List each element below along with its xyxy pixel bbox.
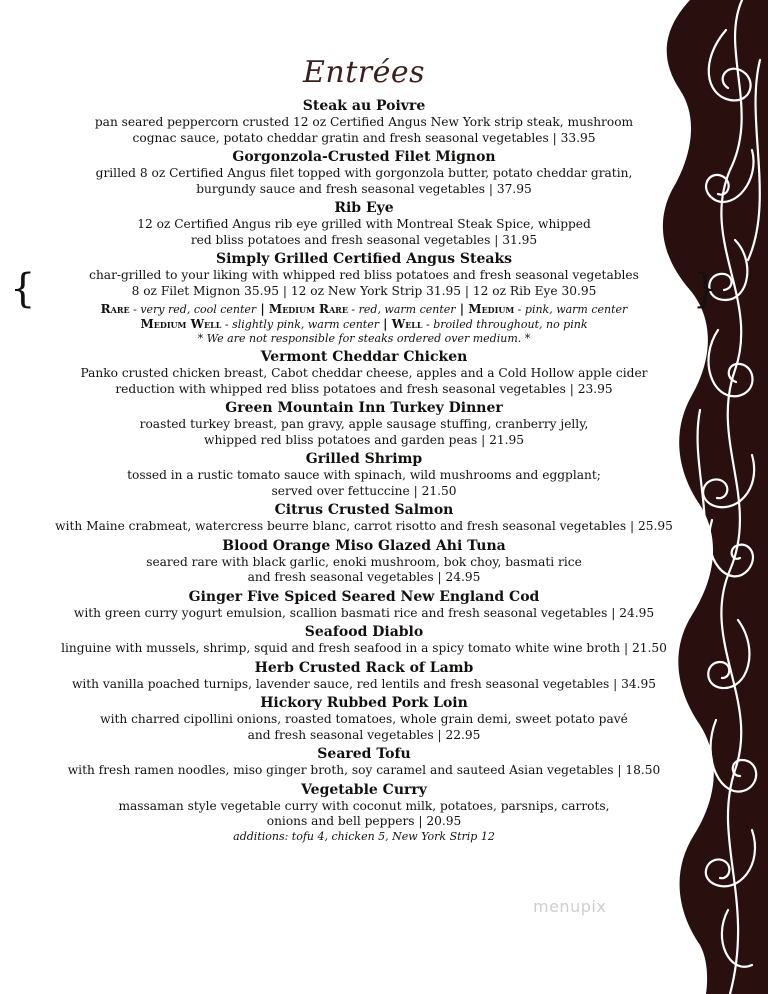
temp-desc: - red, warm center	[347, 303, 456, 316]
steak-options-block	[10, 251, 718, 346]
menu-item	[54, 200, 674, 248]
item-desc-line: onions and bell peppers | 20.95	[266, 814, 462, 828]
item-name: Green Mountain Inn Turkey Dinner	[225, 400, 503, 416]
item-desc-line: 8 oz Filet Mignon 35.95 | 12 oz New York Strip 31.95 | 12 oz Rib Eye 30.95	[131, 283, 597, 298]
temp-desc: - broiled throughout, no pink	[422, 318, 588, 331]
item-desc-line: Panko crusted chicken breast, Cabot cheddar cheese, apples and a Cold Hollow apple cider	[80, 366, 648, 380]
watermark: menupix	[533, 897, 607, 916]
item-desc-line: cognac sauce, potato cheddar gratin and fresh seasonal vegetables | 33.95	[132, 130, 596, 145]
temp-desc: - slightly pink, warm center	[221, 318, 379, 331]
separator: |	[455, 302, 469, 316]
item-desc-line: seared rare with black garlic, enoki mushroom, bok choy, basmati rice	[146, 554, 582, 569]
menu-item	[54, 589, 674, 622]
item-desc-line: with Maine crabmeat, watercress beurre blanc, carrot risotto and fresh seasonal vegetables | 25.95	[55, 519, 673, 533]
item-name: Seared Tofu	[317, 746, 411, 762]
temp-name: Medium	[468, 302, 515, 316]
item-desc-line: tossed in a rustic tomato sauce with spinach, wild mushrooms and eggplant;	[127, 468, 601, 482]
temp-name: Rare	[100, 302, 130, 316]
menu-item	[54, 660, 674, 693]
item-desc-line: and fresh seasonal vegetables | 22.95	[247, 727, 481, 742]
item-desc-line: with vanilla poached turnips, lavender sauce, red lentils and fresh seasonal vegetables | 34.95	[71, 676, 657, 691]
item-name: Vermont Cheddar Chicken	[260, 349, 468, 365]
item-desc-line: roasted turkey breast, pan gravy, apple sausage stuffing, cranberry jelly,	[139, 417, 589, 431]
temp-name: Medium Rare	[268, 302, 348, 316]
item-desc-line: 12 oz Certified Angus rib eye grilled with Montreal Steak Spice, whipped	[137, 217, 591, 231]
item-name: Ginger Five Spiced Seared New England Cod	[188, 588, 540, 605]
item-desc-line: served over fettuccine | 21.50	[271, 483, 457, 498]
item-desc-line: whipped red bliss potatoes and garden peas | 21.95	[204, 432, 524, 447]
item-name: Gorgonzola-Crusted Filet Mignon	[232, 149, 496, 165]
item-name: Rib Eye	[334, 200, 394, 216]
item-desc-line: with green curry yogurt emulsion, scallion basmati rice and fresh seasonal vegetables | 24.95	[73, 605, 655, 620]
section-title: Entrées	[302, 55, 426, 90]
temperature-line	[54, 302, 674, 317]
temp-name: Well	[391, 317, 423, 331]
temperature-line	[54, 317, 674, 332]
menu-item	[54, 400, 674, 448]
item-desc-line: char-grilled to your liking with whipped red bliss potatoes and fresh seasonal vegetables	[89, 268, 639, 282]
item-name: Simply Grilled Certified Angus Steaks	[215, 251, 513, 267]
menu-item	[54, 502, 674, 535]
menu-item	[54, 782, 674, 844]
temp-desc: - pink, warm center	[514, 303, 628, 316]
menu-item	[54, 149, 674, 197]
item-name: Blood Orange Miso Glazed Ahi Tuna	[222, 537, 506, 554]
menu-item	[54, 695, 674, 743]
menu-item	[54, 746, 674, 779]
temp-name: Medium Well	[140, 317, 222, 331]
left-brace: {	[10, 266, 36, 312]
item-desc-line: grilled 8 oz Certified Angus filet topped with gorgonzola butter, potato cheddar gratin,	[95, 166, 633, 180]
item-desc-line: with fresh ramen noodles, miso ginger broth, soy caramel and sauteed Asian vegetables | 18.50	[67, 763, 661, 777]
item-name: Citrus Crusted Salmon	[274, 502, 454, 518]
menu-item	[54, 98, 674, 146]
separator: |	[256, 302, 269, 316]
item-desc-line: burgundy sauce and fresh seasonal vegetables | 37.95	[196, 181, 532, 196]
item-desc-line: reduction with whipped red bliss potatoes and fresh seasonal vegetables | 23.95	[115, 381, 613, 396]
menu-item	[54, 349, 674, 397]
additions-note: additions: tofu 4, chicken 5, New York Strip 12	[233, 829, 495, 843]
temperature-guide	[54, 302, 674, 346]
item-desc-line: pan seared peppercorn crusted 12 oz Certified Angus New York strip steak, mushroom	[94, 115, 634, 129]
item-desc-line: massaman style vegetable curry with coconut milk, potatoes, parsnips, carrots,	[118, 798, 610, 813]
item-desc-line: with charred cipollini onions, roasted tomatoes, whole grain demi, sweet potato pavé	[100, 712, 628, 726]
menu-content	[10, 52, 718, 847]
item-name: Grilled Shrimp	[305, 451, 423, 467]
menu-item	[54, 538, 674, 586]
item-desc-line: linguine with mussels, shrimp, squid and fresh seafood in a spicy tomato white wine broth | 21.50	[61, 641, 667, 655]
item-desc-line: and fresh seasonal vegetables | 24.95	[247, 570, 481, 584]
right-brace: }	[692, 266, 718, 312]
steak-note: * We are not responsible for steaks ordered over medium. *	[197, 332, 531, 345]
item-name: Herb Crusted Rack of Lamb	[254, 659, 474, 676]
item-name: Steak au Poivre	[302, 98, 426, 114]
item-name: Hickory Rubbed Pork Loin	[260, 695, 468, 711]
temp-desc: - very red, cool center	[129, 303, 257, 316]
menu-item	[54, 624, 674, 657]
menu-item	[54, 451, 674, 499]
separator: |	[378, 317, 392, 331]
item-name: Seafood Diablo	[304, 624, 424, 640]
item-name: Vegetable Curry	[301, 781, 427, 798]
item-desc-line: red bliss potatoes and fresh seasonal vegetables | 31.95	[190, 232, 538, 247]
